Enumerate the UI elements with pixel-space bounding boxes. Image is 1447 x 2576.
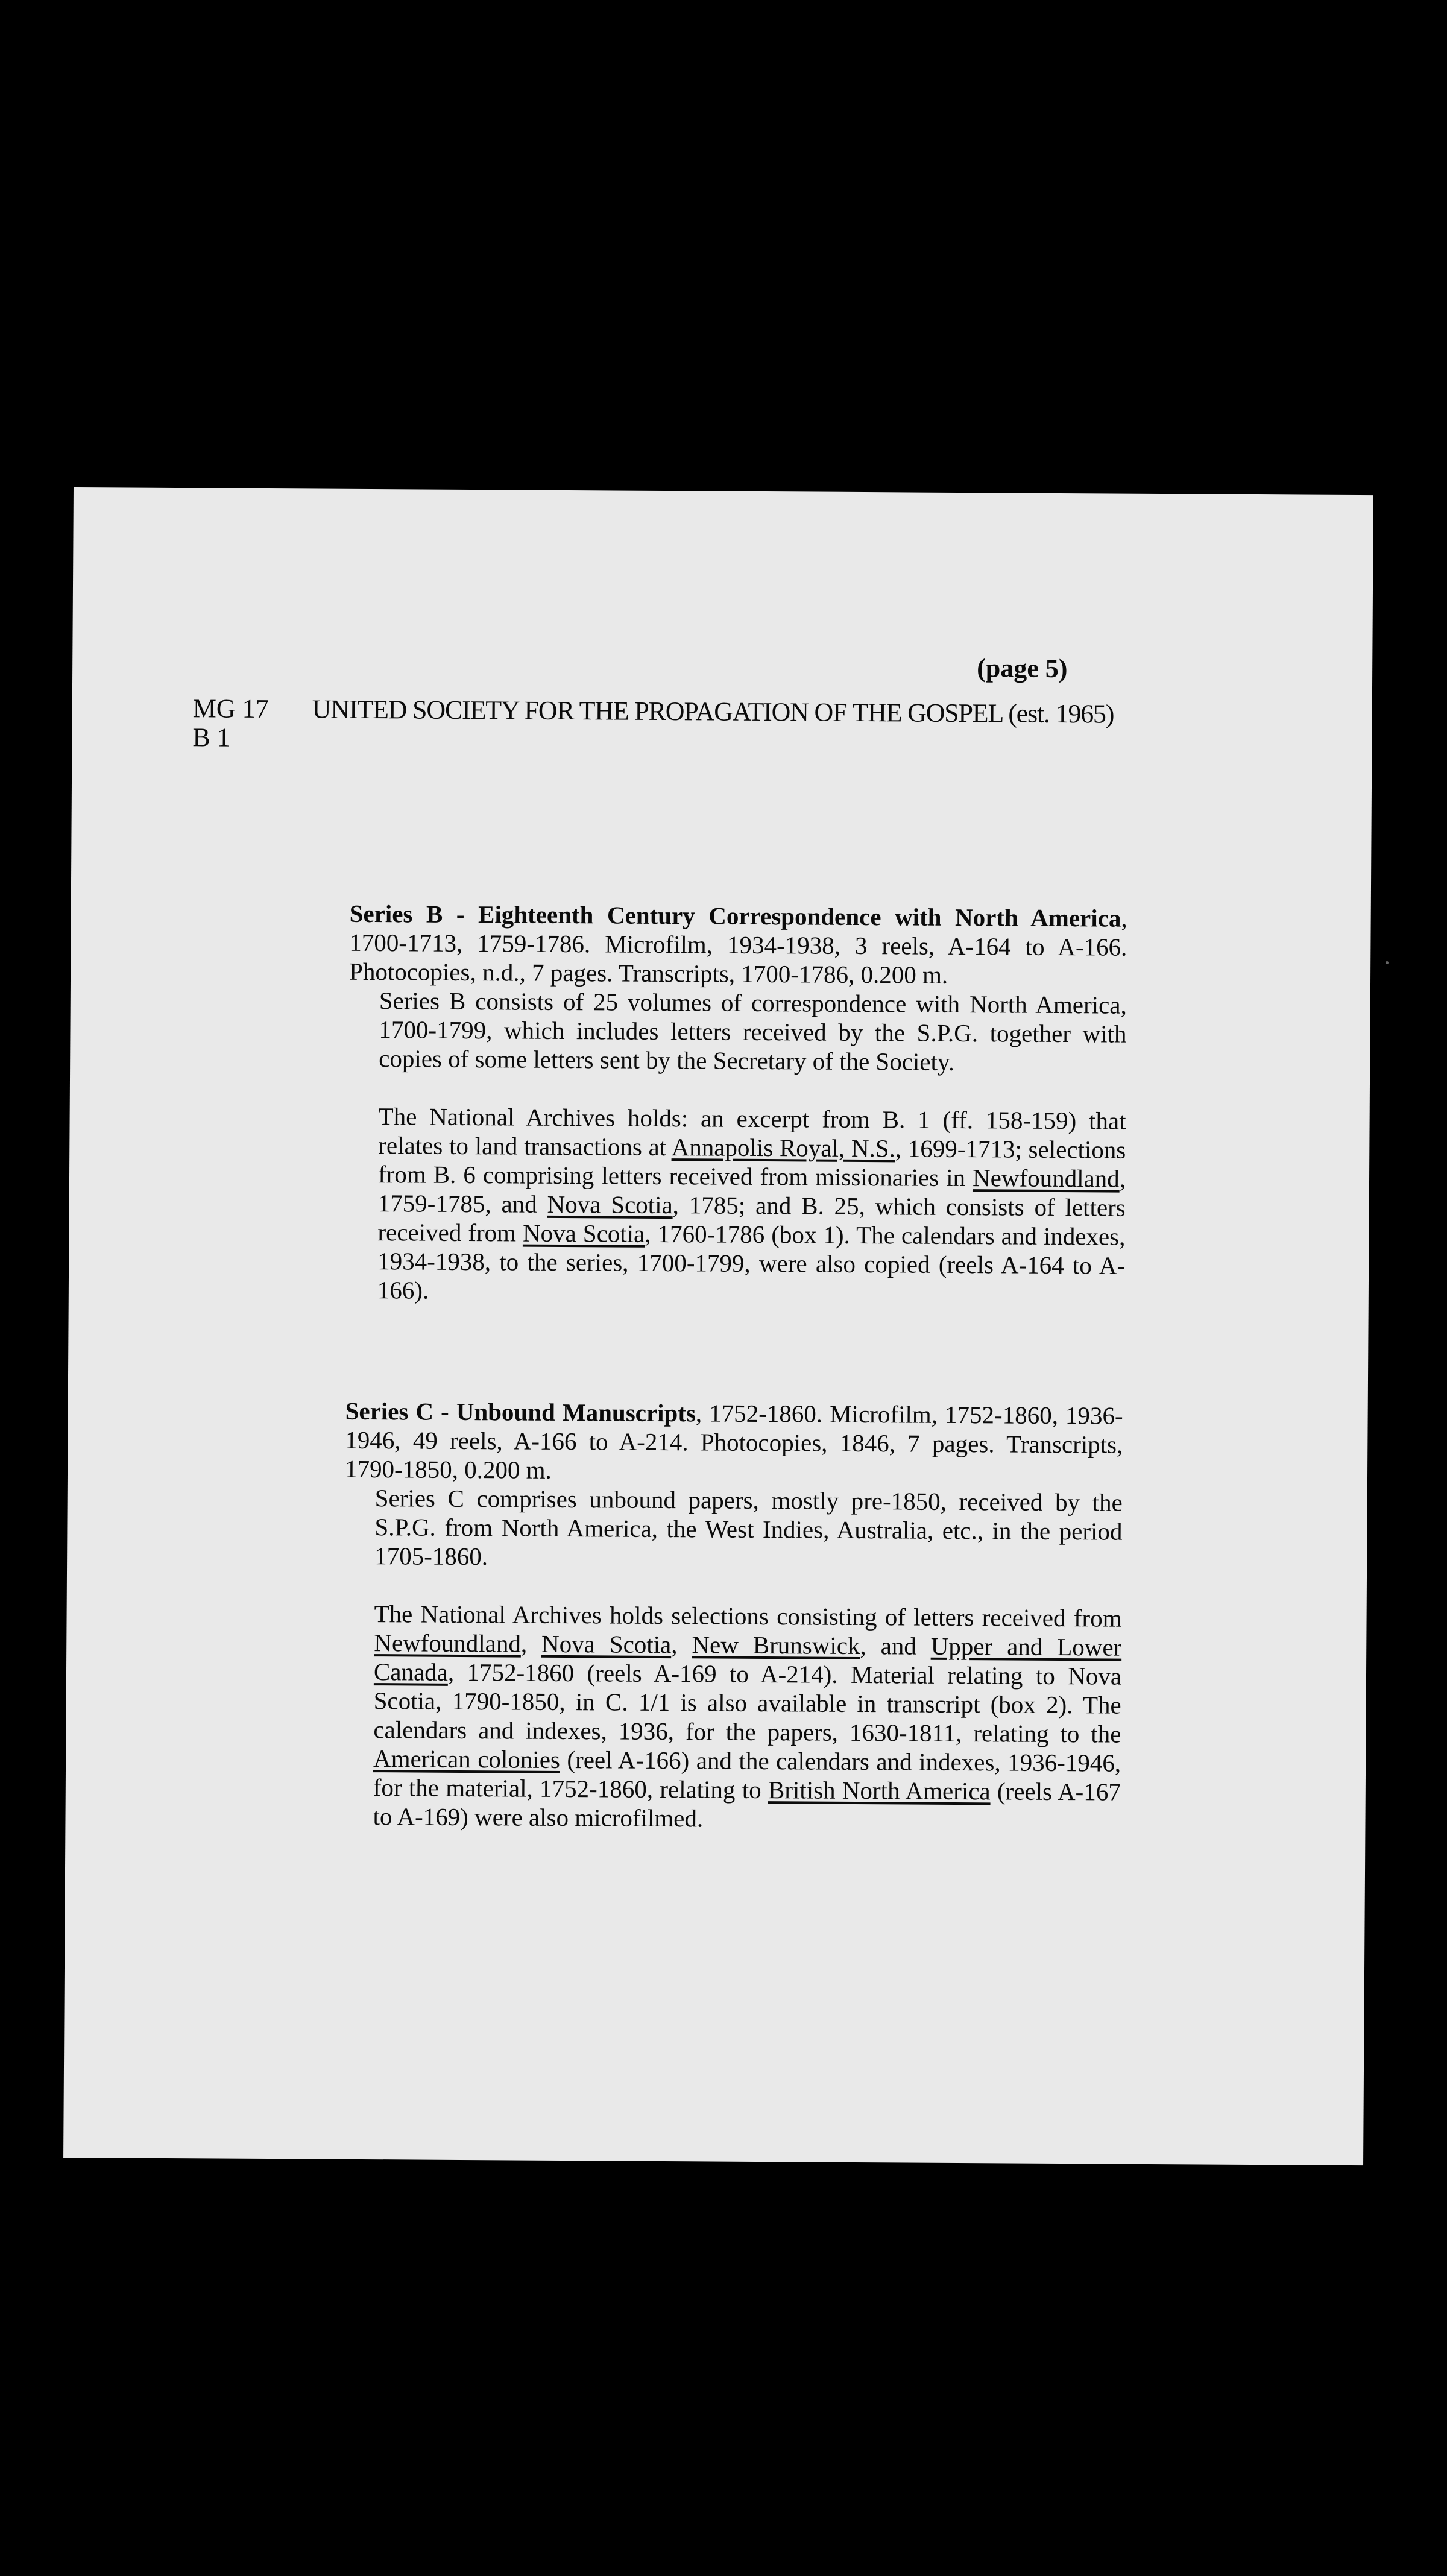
series-c-section bbox=[342, 1397, 1123, 1836]
series-b-section bbox=[347, 899, 1127, 1309]
holdings-text: , 1699-1713; selections from B. 6 comprising letters received from missionaries in bbox=[377, 1134, 1126, 1192]
holdings-text: , 1760-1786 (box 1). The calendars and indexes, 1934-1938, to the series, 1700-1799, were also copied (reels A-164 to A-166). bbox=[377, 1219, 1126, 1304]
fonds-title: UNITED SOCIETY FOR THE PROPAGATION OF THE GOSPEL (est. 1965) bbox=[312, 694, 1114, 729]
reference-code bbox=[192, 694, 277, 753]
holdings-text: , and bbox=[860, 1632, 931, 1660]
place-name-american-colonies: American colonies bbox=[373, 1744, 561, 1773]
place-name-british-north-america: British North America bbox=[768, 1776, 991, 1805]
series-c-holdings bbox=[373, 1599, 1121, 1836]
series-b-heading-extent: , 1700-1713, 1759-1786. Microfilm, 1934-1938, 3 reels, A-164 to A-166. Photocopies, n.d., 7 pages. Transcripts, 1700-1786, 0.200 m. bbox=[348, 904, 1127, 989]
scanned-page bbox=[63, 487, 1373, 2165]
series-c-heading-extent: , 1752-1860. Microfilm, 1752-1860, 1936-1946, 49 reels, A-166 to A-214. Photocopies, 1846, 7 pages. Transcripts, 1790-1850, 0.200 m. bbox=[344, 1399, 1123, 1484]
ref-code-line-2: B 1 bbox=[192, 722, 230, 753]
holdings-text: , bbox=[671, 1631, 692, 1659]
page-number: (page 5) bbox=[977, 653, 1068, 684]
holdings-text: , 1759-1785, and bbox=[377, 1164, 1126, 1218]
scan-speck bbox=[1386, 961, 1389, 964]
holdings-text: The National Archives holds selections consisting of letters received from bbox=[374, 1600, 1122, 1632]
holdings-text: , bbox=[520, 1629, 542, 1658]
holdings-text: , 1752-1860 (reels A-169 to A-214). Material relating to Nova Scotia, 1790-1850, in C. 1/1 is also available in transcript (box 2). The calendars and indexes, 1936, for the papers, 1630-1811, relating to the bbox=[373, 1658, 1122, 1748]
series-b-description: Series B consists of 25 volumes of correspondence with North America, 1700-1799, which includes letters received by the S.P.G. together with copies of some letters sent by the Secretary of the Society. bbox=[379, 987, 1127, 1076]
holdings-text: , 1785; and B. 25, which consists of letters received from bbox=[377, 1191, 1126, 1247]
holdings-text: (reels A-167 to A-169) were also microfilmed. bbox=[373, 1777, 1121, 1833]
place-name-nova-scotia: Nova Scotia bbox=[547, 1190, 673, 1219]
place-name-annapolis-royal: Annapolis Royal, N.S. bbox=[671, 1133, 895, 1163]
series-c-heading bbox=[345, 1397, 1123, 1488]
place-name-upper-lower-canada: Upper and Lower Canada bbox=[373, 1632, 1122, 1686]
series-b-holdings bbox=[377, 1102, 1126, 1309]
holdings-text: The National Archives holds: an excerpt from B. 1 (ff. 158-159) that relates to land transactions at bbox=[378, 1102, 1126, 1161]
place-name-nova-scotia: Nova Scotia bbox=[541, 1629, 672, 1659]
series-b-heading bbox=[349, 899, 1127, 991]
series-c-heading-title: Series C - Unbound Manuscripts bbox=[345, 1397, 696, 1427]
ref-code-line-1: MG 17 bbox=[192, 693, 269, 724]
place-name-newfoundland: Newfoundland bbox=[374, 1629, 522, 1658]
place-name-newfoundland: Newfoundland bbox=[972, 1164, 1120, 1193]
series-c-description: Series C comprises unbound papers, mostly pre-1850, received by the S.P.G. from North America, the West Indies, Australia, etc., in the period 1705-1860. bbox=[374, 1484, 1123, 1571]
holdings-text: (reel A-166) and the calendars and indexes, 1936-1946, for the material, 1752-1860, relating to bbox=[373, 1745, 1121, 1804]
place-name-nova-scotia: Nova Scotia bbox=[522, 1219, 645, 1248]
place-name-new-brunswick: New Brunswick bbox=[692, 1631, 860, 1660]
series-b-heading-title: Series B - Eighteenth Century Correspondence with North America bbox=[349, 899, 1121, 932]
